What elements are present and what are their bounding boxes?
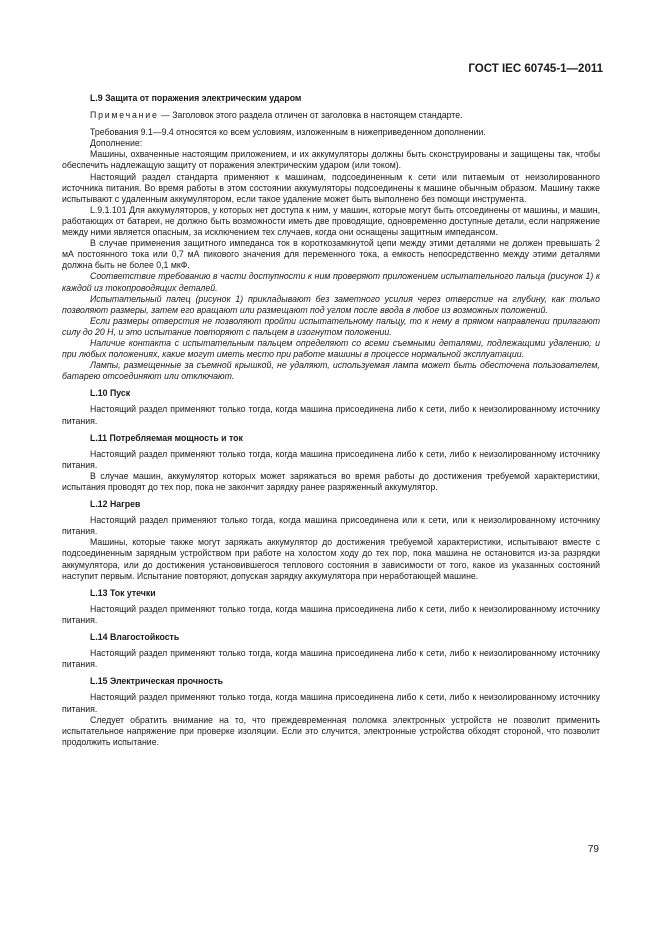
page-content xyxy=(62,93,600,748)
paragraph: Настоящий раздел применяют только тогда, когда машина присоединена либо к сети, либо к неизолированному источнику питания. xyxy=(62,448,600,470)
paragraph: Настоящий раздел применяют только тогда, когда машина присоединена либо к сети, либо к неизолированному источнику питания. xyxy=(62,404,600,426)
section-title-l11: L.11 Потребляемая мощность и ток xyxy=(90,432,243,443)
paragraph: Дополнение: xyxy=(90,138,143,149)
paragraph: В случае машин, аккумулятор которых может заряжаться во время работы до достижения требуемой характеристики, испытания проводят до тех пор, пока не закончит зарядку ранее разряженный аккумулятор. xyxy=(62,470,600,492)
paragraph: Машины, охваченные настоящим приложением, и их аккумуляторы должны быть сконструированы и защищены так, чтобы обеспечить надлежащую защиту от поражения электрическим ударом (или током). xyxy=(62,149,600,171)
paragraph-italic: Лампы, размещенные за съемной крышкой, не удаляют, используемая лампа может быть обесточена пользователем, батарею отсоединяют или отключают. xyxy=(62,360,600,382)
section-title-l15: L.15 Электрическая прочность xyxy=(90,676,224,687)
paragraph-italic: Соответствие требованию в части доступности к ним проверяют приложением испытательного пальца (рисунок 1) к каждой из токопроводящих деталей. xyxy=(62,271,600,293)
note-text: — Заголовок этого раздела отличен от заголовка в настоящем стандарте. xyxy=(158,110,463,121)
standard-header: ГОСТ IEC 60745-1—2011 xyxy=(468,63,603,75)
paragraph: Настоящий раздел применяют только тогда, когда машина присоединена или к сети, или к неизолированному источнику питания. xyxy=(62,515,600,537)
page-number: 79 xyxy=(587,844,599,855)
paragraph-italic: Наличие контакта с испытательным пальцем определяют со всеми съемными деталями, подлежащими удалению, и при любых положениях, какие могут иметь место при работе машины в процессе нормальной эксплуатации. xyxy=(62,337,600,360)
paragraph: Настоящий раздел стандарта применяют к машинам, подсоединенным к сети или питаемым от неизолированного источника питания. Во время работы в этом состоянии аккумуляторы подсоединены к машине обычным образом. Машину также испытывают с удаленным аккумулятором, если такое удаление может быть выполнено без помощи инструмента. xyxy=(62,171,600,204)
section-title-l13: L.13 Ток утечки xyxy=(90,587,156,598)
paragraph-italic: Испытательный палец (рисунок 1) прикладывают без заметного усилия через отверстие на глубину, как только позволяют размеры, затем его вращают или размещают под углом после ввода в любое из возможных положений. xyxy=(62,293,600,315)
paragraph: Машины, которые также могут заряжать аккумулятор до достижения требуемой характеристики, испытывают вместе с подсоединенным зарядным устройством при работе на холостом ходу до тех пор, пока машина не остановится из-за разрядки аккумулятора, или до достижения установившегося теплового состояния в зависимости от того, какое из указанных состояний наступит первым. Испытание повторяют, допуская зарядку аккумулятора при неработающей машине. xyxy=(62,537,600,581)
paragraph-italic: Если размеры отверстия не позволяют пройти испытательному пальцу, то к нему в прямом направлении прилагают силу до 20 Н, и это испытание повторяют с пальцем в изогнутом положении. xyxy=(62,315,600,337)
paragraph: Настоящий раздел применяют только тогда, когда машина присоединена либо к сети, либо к неизолированному источнику питания. xyxy=(62,603,600,625)
paragraph: L.9.1.101 Для аккумуляторов, у которых нет доступа к ним, у машин, которые могут быть отсоединены от машины, и машин, работающих от батареи, не должно быть возможности иметь две проводящие, одновременно доступные детали, если напряжение между ними является опасным, за исключением тех случаев, когда они оснащены защитным импедансом. xyxy=(62,204,600,238)
section-title-l9: L.9 Защита от поражения электрическим ударом xyxy=(90,93,302,103)
note xyxy=(62,110,600,121)
note-label: Примечание xyxy=(90,110,159,121)
paragraph: Следует обратить внимание на то, что преждевременная поломка электронных устройств не позволит применить испытательное напряжение при проверке изоляции. Если это случится, электронные устройства обходят стороной, что позволит продолжить испытание. xyxy=(62,714,600,747)
paragraph: Настоящий раздел применяют только тогда, когда машина присоединена либо к сети, либо к неизолированному источнику питания. xyxy=(62,692,600,714)
section-title-l12: L.12 Нагрев xyxy=(90,499,141,510)
paragraph: Настоящий раздел применяют только тогда, когда машина присоединена либо к сети, либо к неизолированному источнику питания. xyxy=(62,648,600,670)
paragraph: В случае применения защитного импеданса ток в короткозамкнутой цепи между этими деталями не должен превышать 2 мА постоянного тока или 0,7 мА пикового значения для переменного тока, а емкость непосредственно между этими деталями должна быть не более 0,1 мкФ. xyxy=(62,238,600,271)
paragraph: Требования 9.1—9.4 относятся ко всем условиям, изложенным в нижеприведенном дополнении. xyxy=(90,127,486,138)
section-title-l14: L.14 Влагостойкость xyxy=(90,632,180,643)
section-title-l10: L.10 Пуск xyxy=(90,388,131,399)
